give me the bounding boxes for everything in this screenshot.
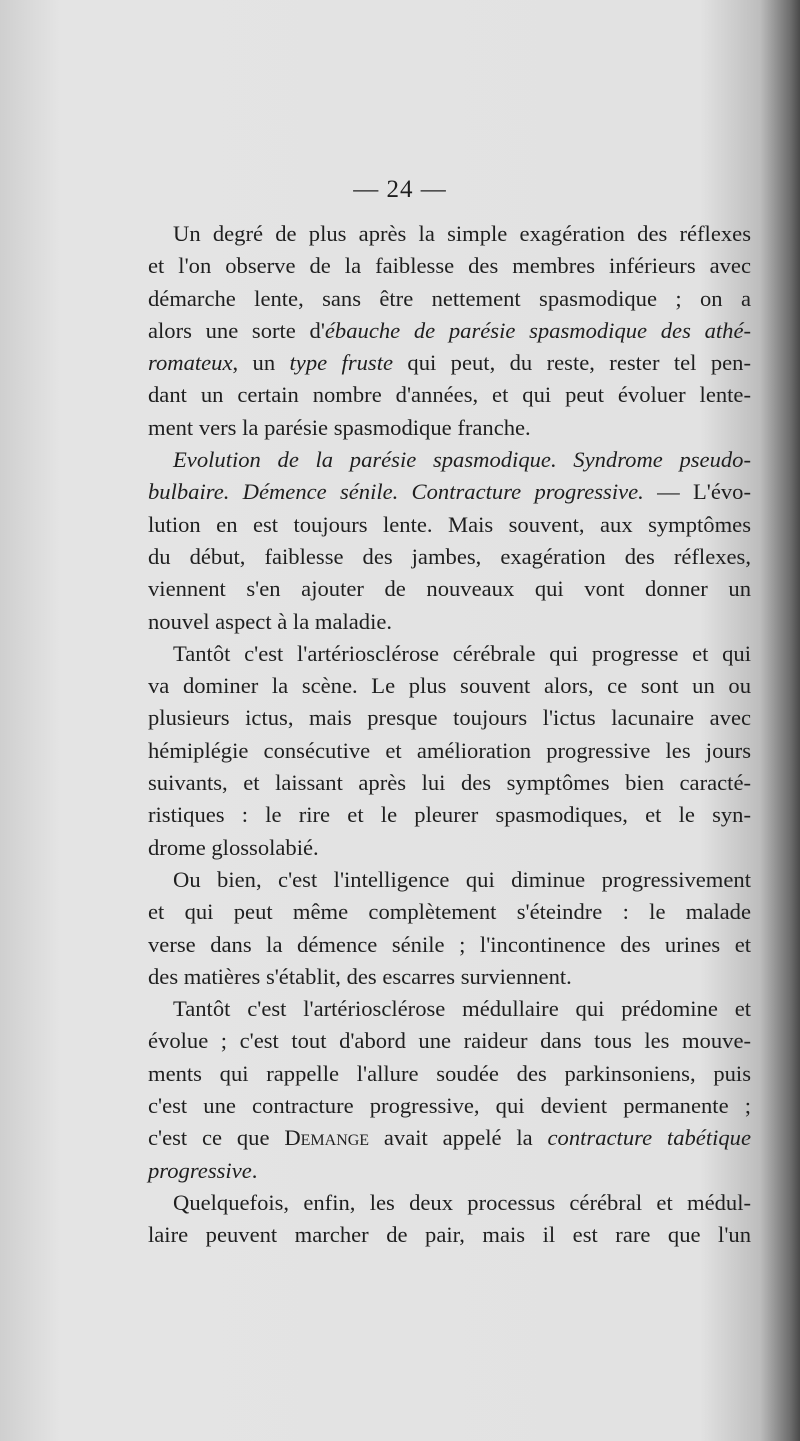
text-run: et qui peut même complètement s'éteindre : le malade <box>148 899 751 925</box>
text-line <box>148 1025 751 1057</box>
text-run: ments qui rappelle l'allure soudée des parkinsoniens, puis <box>148 1060 751 1086</box>
text-line <box>148 896 751 928</box>
text-run: ébauche de parésie spasmodique des athé- <box>324 317 751 343</box>
text-line <box>148 832 751 864</box>
text-line <box>148 218 751 250</box>
text-line <box>148 347 751 379</box>
text-line <box>148 670 751 702</box>
text-line <box>148 476 751 508</box>
text-run: c'est ce que <box>148 1125 285 1151</box>
text-run: suivants, et laissant après lui des symptômes bien caracté- <box>148 770 751 796</box>
text-run: évolue ; c'est tout d'abord une raideur dans tous les mouve- <box>148 1028 751 1054</box>
text-run: Ou bien, c'est l'intelligence qui diminue progressivement <box>173 866 751 892</box>
text-run: dant un certain nombre d'années, et qui peut évoluer lente- <box>148 382 751 408</box>
text-run: verse dans la démence sénile ; l'incontinence des urines et <box>148 931 751 957</box>
text-run: ristiques : le rire et le pleurer spasmodiques, et le syn- <box>148 802 751 828</box>
text-line <box>148 541 751 573</box>
text-run: . <box>251 1157 258 1183</box>
text-line <box>148 1058 751 1090</box>
text-run: — L'évo- <box>643 479 751 505</box>
text-run: progressive <box>148 1157 252 1183</box>
text-line <box>148 379 751 411</box>
text-run: bulbaire. Démence sénile. Contracture progressive. <box>148 479 644 505</box>
text-line <box>148 767 751 799</box>
text-line <box>148 315 751 347</box>
text-run: contracture tabétique <box>547 1125 751 1151</box>
text-run: du début, faiblesse des jambes, exagération des réflexes, <box>148 543 751 569</box>
text-line <box>148 573 751 605</box>
text-run: nouvel aspect à la maladie. <box>148 608 393 634</box>
text-run: Tantôt c'est l'artériosclérose médullaire qui prédomine et <box>173 996 751 1022</box>
text-run: Quelquefois, enfin, les deux processus cérébral et médul- <box>173 1189 751 1215</box>
text-run: Tantôt c'est l'artériosclérose cérébrale qui progresse et qui <box>173 640 751 666</box>
text-run: plusieurs ictus, mais presque toujours l'ictus lacunaire avec <box>148 705 751 731</box>
text-line <box>148 412 751 444</box>
text-line <box>148 283 751 315</box>
text-run: démarche lente, sans être nettement spasmodique ; on a <box>148 285 751 311</box>
text-line <box>148 1187 751 1219</box>
text-line <box>148 864 751 896</box>
text-run: va dominer la scène. Le plus souvent alors, ce sont un ou <box>148 673 751 699</box>
text-line <box>148 702 751 734</box>
text-line <box>148 961 751 993</box>
text-run: romateux <box>148 350 233 376</box>
text-run: Evolution de la parésie spasmodique. Syndrome pseudo- <box>173 447 751 473</box>
page-number: — 24 — <box>353 176 447 203</box>
text-run: lution en est toujours lente. Mais souvent, aux symptômes <box>148 511 751 537</box>
text-run: avait appelé la <box>369 1125 548 1151</box>
text-line <box>148 993 751 1025</box>
text-line <box>148 1155 751 1187</box>
text-line <box>148 638 751 670</box>
text-line <box>148 1122 751 1154</box>
text-line <box>148 735 751 767</box>
text-run: des matières s'établit, des escarres surviennent. <box>148 963 572 989</box>
text-line <box>148 606 751 638</box>
body-text <box>148 218 751 1252</box>
text-run: qui peut, du reste, rester tel pen- <box>393 350 751 376</box>
text-line <box>148 929 751 961</box>
text-line <box>148 509 751 541</box>
text-line <box>148 799 751 831</box>
text-run: alors une sorte d' <box>148 317 325 343</box>
text-run: Un degré de plus après la simple exagération des réflexes <box>173 221 751 246</box>
text-line <box>148 1090 751 1122</box>
text-line <box>148 250 751 282</box>
text-run: laire peuvent marcher de pair, mais il est rare que l'un <box>148 1222 751 1248</box>
text-line <box>148 1219 751 1251</box>
text-run: , un <box>232 350 290 376</box>
text-run: ment vers la parésie spasmodique franche. <box>148 414 531 440</box>
text-run: c'est une contracture progressive, qui devient permanente ; <box>148 1093 751 1119</box>
text-run: Demange <box>284 1125 370 1151</box>
text-run: et l'on observe de la faiblesse des membres inférieurs avec <box>148 253 751 279</box>
text-line <box>148 444 751 476</box>
text-run: drome glossolabié. <box>148 834 319 860</box>
text-run: type fruste <box>289 350 394 376</box>
text-run: hémiplégie consécutive et amélioration progressive les jours <box>148 737 751 763</box>
text-run: viennent s'en ajouter de nouveaux qui vont donner un <box>148 576 751 602</box>
